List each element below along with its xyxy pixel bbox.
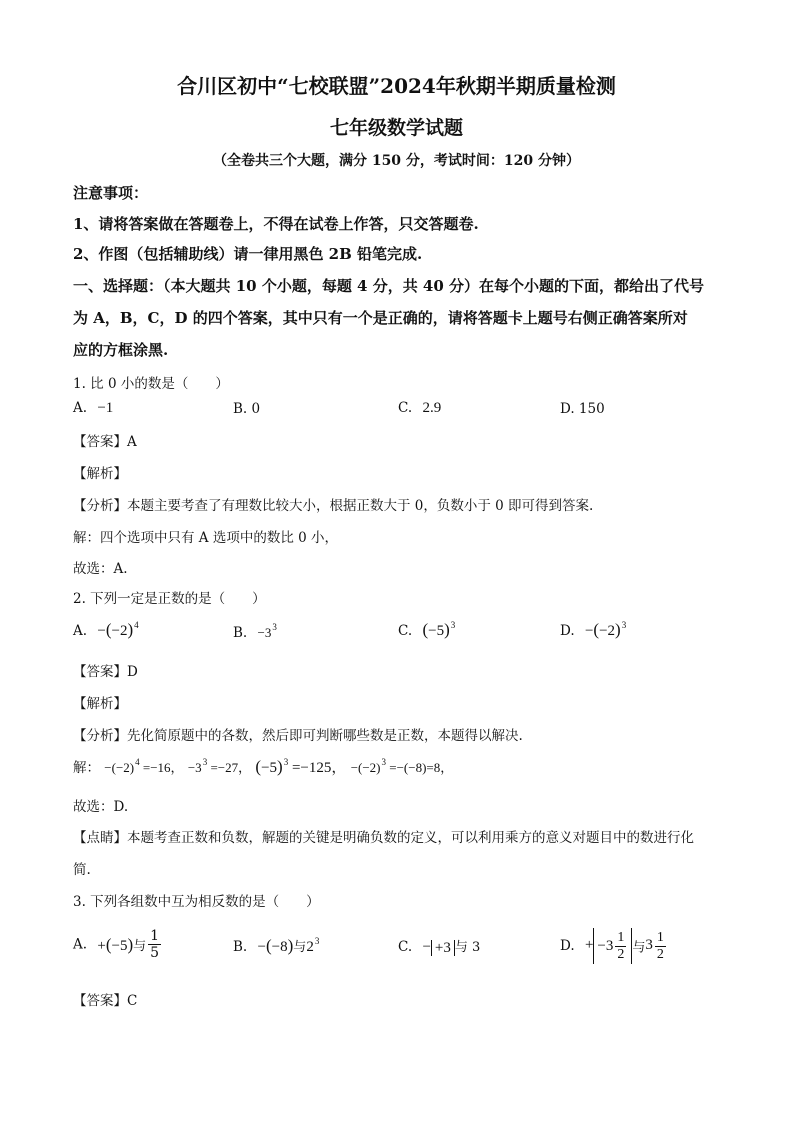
q1-question: 1. 比 0 小的数是（ ） [73, 376, 229, 392]
q3-option-b-yu: 与 [293, 940, 307, 955]
page-title: 合川区初中“七校联盟”2024年秋期半期质量检测 [177, 74, 616, 98]
q3-option-c-expr: − +3 [422, 939, 454, 955]
q3-option-a-label: A. [73, 936, 88, 953]
q1-option-a [73, 400, 113, 417]
q3-option-d-mixed: 3 $\frac{1}{2}$ [645, 929, 664, 962]
q3-option-d-label: D. [560, 938, 575, 954]
q3-option-d [560, 928, 668, 964]
q1-option-c [398, 400, 441, 417]
q2-solution-expr4: $-(-2)^3$ [350, 757, 387, 775]
q1-option-a-value: −1 [97, 400, 114, 416]
q2-solution-result4: =−(−8)=8， [389, 760, 454, 775]
q2-option-a-expr: $-(-2)^4$ [97, 620, 139, 639]
q2-option-a-label: A. [73, 623, 88, 639]
q2-answer: 【答案】D [73, 664, 138, 680]
q2-solution-expr3: $(-5)^3$ [255, 757, 289, 776]
q1-answer: 【答案】A [73, 434, 137, 450]
notes-item-1: 1、请将答案做在答题卷上，不得在试卷上作答，只交答题卷. [73, 215, 479, 233]
q3-option-b [233, 936, 319, 956]
q3-option-b-expr: −(−8) [257, 936, 294, 955]
q3-option-c-yu: 与 3 [454, 940, 481, 955]
q2-analysis-heading: 【解析】 [73, 696, 127, 712]
q3-option-a-fraction: $\frac{1}{5}$ [150, 928, 160, 961]
q2-option-c-expr: $(-5)^3$ [422, 620, 456, 639]
q2-solution-prefix: 解： [73, 760, 100, 776]
q2-solution-result3: =−125， [291, 760, 347, 776]
q2-option-d [560, 620, 626, 640]
q3-option-b-label: B. [233, 939, 248, 955]
q1-analysis-heading: 【解析】 [73, 466, 127, 482]
q3-option-c [398, 936, 480, 956]
q2-option-a [73, 620, 139, 640]
q2-option-b-label: B. [233, 625, 248, 641]
q2-analysis: 【分析】先化简原题中的各数，然后即可判断哪些数是正数，本题得以解决. [73, 728, 523, 744]
q2-option-c-label: C. [398, 623, 413, 639]
q2-comment-line2: 简. [73, 862, 91, 878]
q1-option-a-label: A. [73, 400, 88, 416]
page-subtitle: 七年级数学试题 [329, 117, 463, 139]
q3-option-d-yu: 与 [632, 940, 646, 956]
q2-solution-expr1: $-(-2)^4$ [104, 757, 140, 775]
q2-solution-result1: =−16， [142, 760, 184, 775]
q1-choice: 故选：A. [73, 561, 128, 577]
q3-option-a-yu: 与 [133, 939, 147, 954]
notes-heading: 注意事项： [73, 184, 149, 202]
q2-option-c [398, 620, 455, 640]
q2-option-d-expr: $-(-2)^3$ [584, 620, 627, 639]
section1-instruction-line1: 一、选择题：（本大题共 10 个小题，每题 4 分，共 40 分）在每个小题的下面，都给出了代号 [73, 277, 705, 295]
q3-question: 3. 下列各组数中互为相反数的是（ ） [73, 894, 320, 910]
q3-answer: 【答案】C [73, 993, 138, 1009]
q2-option-b [233, 622, 277, 641]
q1-analysis: 【分析】本题主要考查了有理数比较大小，根据正数大于 0，负数小于 0 即可得到答案. [73, 498, 594, 514]
q2-solution-expr2: $-3^3$ [187, 757, 208, 775]
q1-option-d: D. 150 [560, 401, 605, 417]
q3-option-a-expr: +(−5) [97, 934, 134, 954]
q1-option-c-label: C. [398, 400, 413, 416]
q1-option-c-value: 2.9 [422, 400, 442, 416]
q3-option-d-expr: + −3 $\frac{1}{2}$ [585, 937, 632, 953]
q3-option-c-label: C. [398, 939, 413, 955]
q2-question: 2. 下列一定是正数的是（ ） [73, 591, 266, 607]
notes-item-2: 2、作图（包括辅助线）请一律用黑色 2B 铅笔完成. [73, 245, 423, 263]
section1-instruction-line3: 应的方框涂黑. [73, 341, 169, 359]
q2-solution [73, 756, 453, 777]
q2-option-d-label: D. [560, 623, 575, 639]
q3-option-a [73, 928, 163, 961]
q2-choice: 故选：D. [73, 799, 129, 815]
section1-instruction-line2: 为 A，B，C，D 的四个答案，其中只有一个是正确的，请将答题卡上题号右侧正确答案所对 [73, 309, 688, 327]
q2-solution-result2: =−27， [210, 760, 252, 775]
exam-info: （全卷共三个大题，满分 150 分，考试时间：120 分钟） [212, 153, 581, 169]
q1-option-b: B. 0 [233, 401, 261, 417]
q1-solution: 解：四个选项中只有 A 选项中的数比 0 小， [73, 530, 339, 546]
q3-option-b-power: $2^3$ [306, 936, 320, 955]
q2-option-b-expr: $-3^3$ [257, 622, 277, 640]
q2-comment-line1: 【点睛】本题考查正数和负数，解题的关键是明确负数的定义，可以利用乘方的意义对题目中的数进行化 [73, 830, 694, 846]
